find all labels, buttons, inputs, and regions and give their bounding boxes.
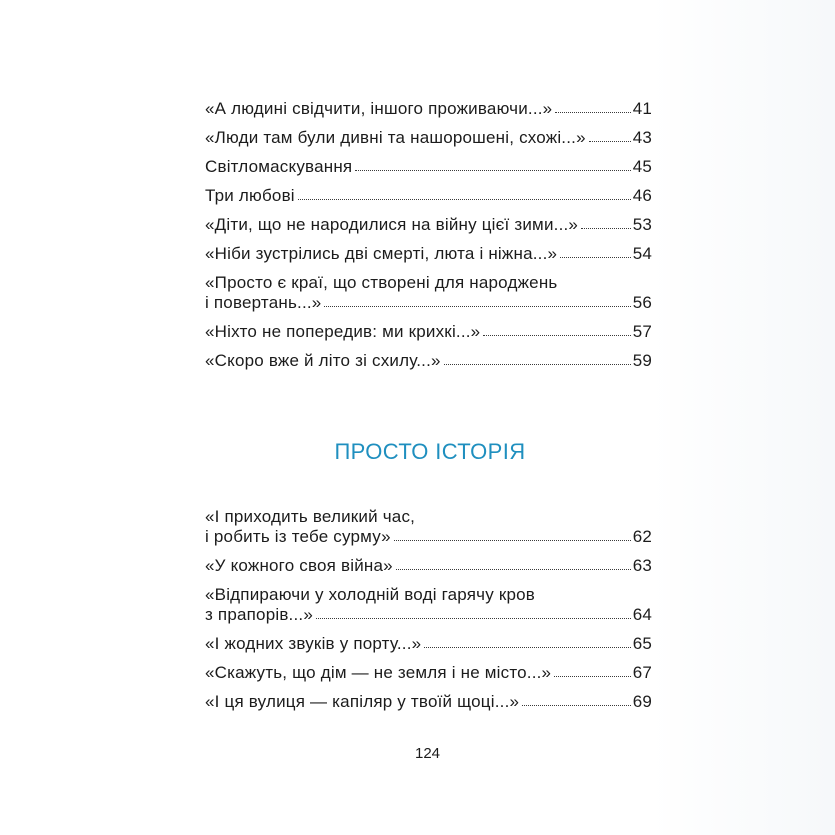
toc-entry-page: 65 [632,634,652,653]
toc-entry-page: 57 [632,322,652,341]
toc-entry-title: «Люди там були дивні та нашорошені, схожі...» [205,128,586,147]
toc-entry[interactable] [205,215,652,235]
toc-entry-title-line1: «І приходить великий час, [205,507,416,526]
toc-entry-title: «У кожного своя війна» [205,556,393,575]
toc-entry-page: 69 [632,692,652,711]
toc-entry[interactable] [205,556,652,576]
table-of-contents-bottom [205,507,652,721]
toc-entry-title: і робить із тебе сурму» [205,527,391,546]
toc-entry[interactable] [205,157,652,177]
table-of-contents-top [205,99,652,380]
toc-entry-title: «Скоро вже й літо зі схилу...» [205,351,441,370]
toc-entry[interactable] [205,186,652,206]
dot-leader [424,647,630,648]
toc-entry[interactable] [205,322,652,342]
toc-entry-title-line1: «Просто є краї, що створені для народжень [205,273,558,292]
dot-leader [560,257,631,258]
toc-entry-page: 67 [632,663,652,682]
toc-entry-title: з прапорів...» [205,605,313,624]
toc-entry-title: «Скажуть, що дім — не земля і не місто...» [205,663,552,682]
toc-entry-page: 43 [632,128,652,147]
toc-entry-title: Світломаскування [205,157,353,176]
toc-entry-page: 45 [632,157,652,176]
dot-leader [555,112,630,113]
toc-entry-page: 64 [632,605,652,624]
dot-leader [581,228,631,229]
toc-entry-title: «І жодних звуків у порту...» [205,634,422,653]
toc-entry-title-line1: «Відпираючи у холодній воді гарячу кров [205,585,536,604]
toc-entry-title: «І ця вулиця — капіляр у твоїй щоці...» [205,692,520,711]
toc-entry-page: 53 [632,215,652,234]
dot-leader [355,170,630,171]
toc-entry[interactable] [205,293,652,313]
dot-leader [396,569,631,570]
toc-entry[interactable] [205,351,652,371]
dot-leader [316,618,631,619]
dot-leader [298,199,631,200]
toc-entry[interactable] [205,692,652,712]
toc-entry[interactable] [205,128,652,148]
toc-entry-page: 62 [632,527,652,546]
toc-entry[interactable] [205,244,652,264]
section-heading: ПРОСТО ІСТОРІЯ [334,439,526,464]
toc-entry[interactable] [205,663,652,683]
toc-entry[interactable] [205,527,652,547]
toc-entry-page: 56 [632,293,652,312]
dot-leader [444,364,631,365]
dot-leader [394,540,631,541]
toc-entry-page: 46 [632,186,652,205]
page-number: 124 [414,745,441,762]
dot-leader [589,141,631,142]
toc-entry-page: 54 [632,244,652,263]
toc-entry-title: Три любові [205,186,295,205]
toc-entry[interactable] [205,634,652,654]
toc-entry[interactable] [205,605,652,625]
toc-entry[interactable] [205,99,652,119]
toc-entry-page: 59 [632,351,652,370]
dot-leader [554,676,630,677]
toc-entry-title: «Діти, що не народилися на війну цієї зими...» [205,215,579,234]
dot-leader [324,306,630,307]
toc-entry-title: «А людині свідчити, іншого проживаючи...» [205,99,553,118]
toc-entry-page: 63 [632,556,652,575]
dot-leader [522,705,631,706]
toc-entry-title: «Ніби зустрілись дві смерті, люта і ніжна...» [205,244,558,263]
toc-entry-title: «Ніхто не попередив: ми крихкі...» [205,322,481,341]
toc-entry-page: 41 [632,99,652,118]
dot-leader [483,335,630,336]
toc-entry-title: і повертань...» [205,293,322,312]
